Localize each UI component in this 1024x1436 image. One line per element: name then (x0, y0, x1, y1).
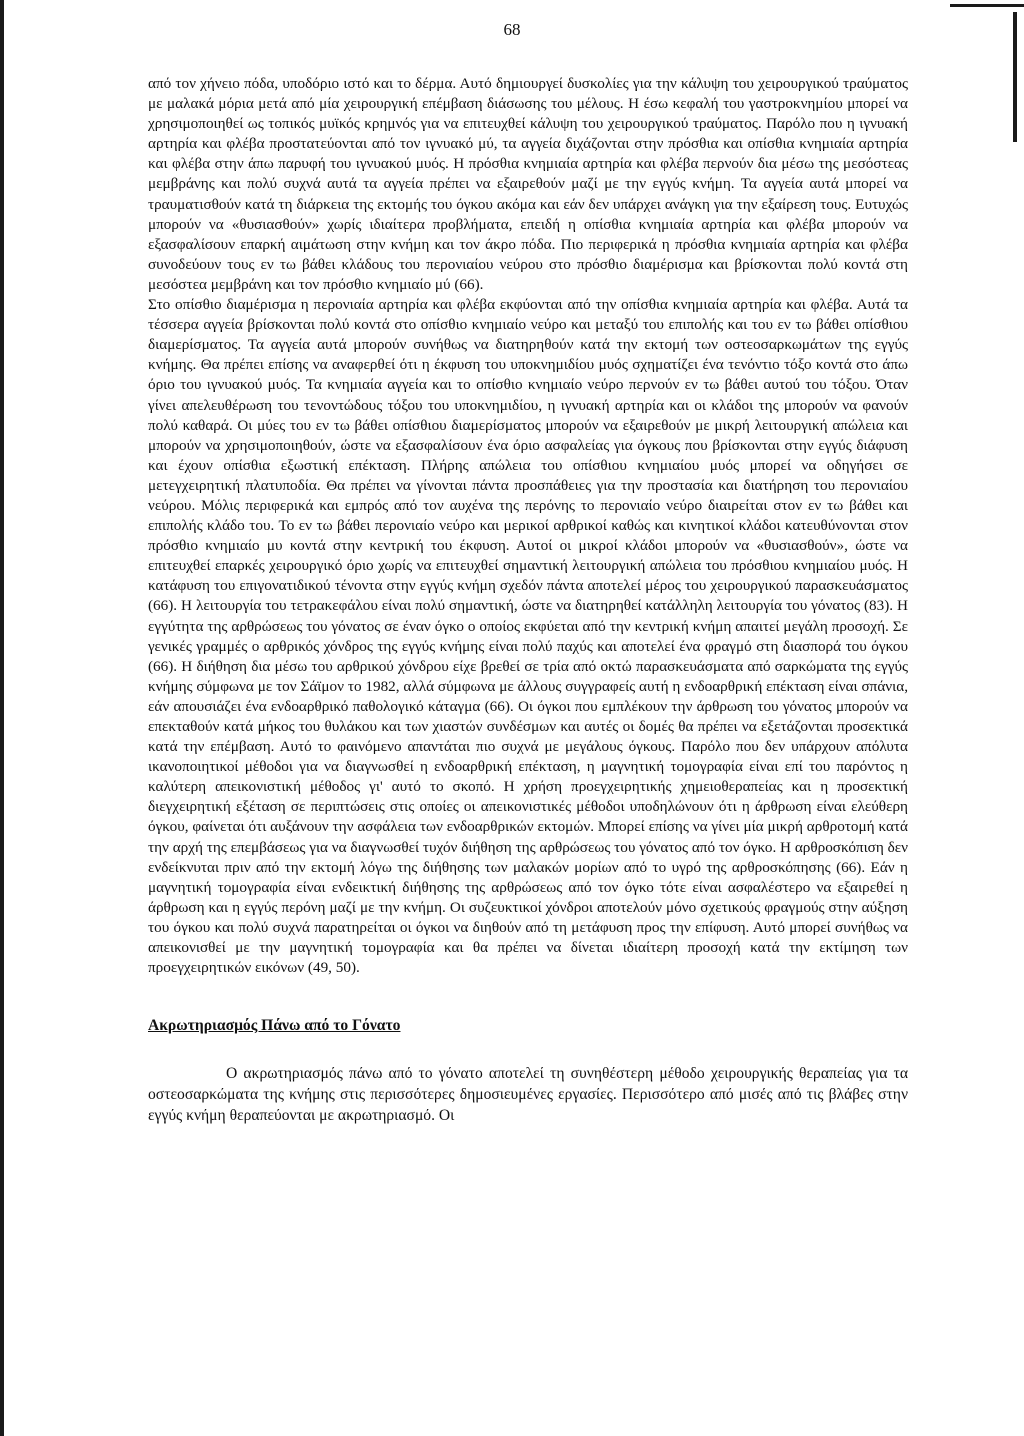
body-paragraph-2: Στο οπίσθιο διαμέρισμα η περονιαία αρτηρία και φλέβα εκφύονται από την οπίσθια κνημιαία αρτηρία και φλέβα. Αυτά τα τέσσερα αγγεία βρίσκονται πολύ κοντά στο οπίσθιο κνημιαίο νεύρο και μεταξύ του επιπολής και του εν τω βάθει οπίσθιου διαμερίσματος. Τα αγγεία αυτά μπορούν συνήθως να διατηρηθούν κατά την εκτομή των οστεοσαρκωμάτων της εγγύς κνήμης. Θα πρέπει επίσης να αναφερθεί ότι η έκφυση του υποκνημιδίου μυός σχηματίζει ένα τενόντιο τόξο κοντά στο άπω όριο του ιγνυακού μυός. Τα κνημιαία αγγεία και το οπίσθιο κνημιαίο νεύρο περνούν εν τω βάθει αυτού του τόξου. Όταν γίνει απελευθέρωση του τενοντώδους τόξου του υποκνημιδίου, η ιγνυακή αρτηρία και οι κλάδοι της μπορούν να φανούν πολύ καθαρά. Οι μύες του εν τω βάθει οπίσθιου διαμερίσματος μπορούν να εξαιρεθούν με μικρή λειτουργική απώλεια και μπορούν να χρησιμοποιηθούν, ώστε να εξασφαλίσουν ένα όριο ασφαλείας για όγκους που βρίσκονται στην εγγύς διάφυση και έχουν οπίσθια εξωστική επέκταση. Πλήρης απώλεια του οπίσθιου κνημιαίου μυός μπορεί να οδηγήσει σε μετεγχειρητική πλατυποδία. Θα πρέπει να γίνονται πάντα προσπάθειες για την προστασία και διατήρηση του περονιαίου νεύρου. Μόλις περιφερικά και εμπρός από τον αυχένα της περόνης το περονιαίο νεύρο διαιρείται στον εν τω βάθει και επιπολής κλάδο του. Το εν τω βάθει περονιαίο νεύρο και μερικοί αρθρικοί καθώς και κινητικοί κλάδοι κατευθύνονται στον πρόσθιο κνημιαίο μυ κοντά στην κεντρική του έκφυση. Αυτοί οι μικροί κλάδοι μπορούν να «θυσιασθούν», ώστε να επιτευχθεί επαρκές χειρουργικό όριο χωρίς να επιτευχθεί σημαντική λειτουργική απώλεια του πρόσθιου κνημιαίου μυός. Η κατάφυση του επιγονατιδικού τένοντα στην εγγύς κνήμη σχεδόν πάντα αποτελεί μέρος του χειρουργικού παρασκευάσματος (66). Η λειτουργία του τετρακεφάλου είναι πολύ σημαντική, ώστε να διατηρηθεί κατάλληλη λειτουργία του γόνατος (83). Η εγγύτητα της αρθρώσεως του γόνατος σε έναν όγκο ο οποίος εκφύεται από την κεντρική κνήμη απαιτεί μεγάλη προσοχή. Σε γενικές γραμμές ο αρθρικός χόνδρος της εγγύς κνήμης είναι πολύ παχύς και αποτελεί ένα φραγμό στη διασπορά του όγκου (66). Η διήθηση δια μέσω του αρθρικού χόνδρου είχε βρεθεί σε τρία από οκτώ παρασκευάσματα από σαρκώματα της εγγύς κνήμης σύμφωνα με τον Σάϊμον το 1982, αλλά σύμφωνα με άλλους συγγραφείς αυτή η ενδοαρθρική επέκταση είναι σπάνια, εάν απουσιάζει ένα ενδοαρθρικό παθολογικό κάταγμα (66). Οι όγκοι που εμπλέκουν την άρθρωση του γόνατος μπορούν να επεκταθούν κατά μήκος του θυλάκου και των χιαστών συνδέσμων και αυτές οι δομές θα πρέπει να εξετάζονται προσεκτικά κατά την επέμβαση. Αυτό το φαινόμενο απαντάται πιο συχνά με μεγάλους όγκους. Παρόλο που δεν υπάρχουν απόλυτα ικανοποιητικοί μέθοδοι για να διαγνωσθεί η ενδοαρθρική επέκταση, η μαγνητική τομογραφία είναι επί του παρόντος η καλύτερη απεικονιστική μέθοδος γι' αυτό το σκοπό. Η χρήση προεγχειρητικής χημειοθεραπείας και η προσεκτική διεγχειρητική εξέταση σε περιπτώσεις στις οποίες οι απεικονιστικές μέθοδοι υποδηλώνουν ότι η άρθρωση είναι ελεύθερη όγκου, φαίνεται ότι αυξάνουν την ασφάλεια των ενδοαρθρικών εκτομών. Μπορεί επίσης να γίνει μία μικρή αρθροτομή κατά την αρχή της επεμβάσεως για να διαγνωσθεί τυχόν διήθηση της αρθρώσεως του γόνατος από τον όγκο. Η αρθροσκόπιση δεν ενδείκνυται πριν από την εκτομή λόγω της διήθησης των μαλακών μορίων από το υγρό της αρθροσκόπησης (66). Εάν η μαγνητική τομογραφία είναι ενδεικτική διήθησης της αρθρώσεως από τον όγκο τότε είναι ασφαλέστερο να εξαιρεθεί η άρθρωση και η εγγύς περόνη μαζί με την κνήμη. Οι συζευκτικοί χόνδροι αποτελούν μόνο σχετικούς φραγμούς στην αύξηση του όγκου και πολύ συχνά παρατηρείται οι όγκοι να διηθούν από τη μετάφυση προς την επίφυση. Αυτό μπορεί συνήθως να απεικονισθεί με την μαγνητική τομογραφία και θα πρέπει να δίνεται ιδιαίτερη προσοχή κατά την εκτίμηση των προεγχειρητικών εικόνων (49, 50). (148, 296, 908, 977)
scan-border-top (950, 4, 1024, 7)
document-body (148, 74, 908, 1126)
scan-border-left (0, 0, 4, 1436)
section-heading: Ακρωτηριασμός Πάνω από το Γόνατο (148, 1017, 401, 1035)
page-number: 68 (503, 20, 521, 39)
section-paragraph: Ο ακρωτηριασμός πάνω από το γόνατο αποτελεί τη συνηθέστερη μέθοδο χειρουργικής θεραπείας για τα οστεοσαρκώματα της κνήμης στις περισσότερες δημοσιευμένες εργασίες. Περισσότερο από μισές από τις βλάβες στην εγγύς κνήμη θεραπεύονται με ακρωτηριασμό. Οι (148, 1065, 908, 1125)
body-paragraph-1: από τον χήνειο πόδα, υποδόριο ιστό και το δέρμα. Αυτό δημιουργεί δυσκολίες για την κάλυψη του χειρουργικού τραύματος με μαλακά μόρια μετά από μία χειρουργική επέμβαση διάσωσης του μέλους. Η έσω κεφαλή του γαστροκνημίου μπορεί να χρησιμοποιηθεί ως τοπικός μυϊκός κρημνός για να επιτευχθεί κάλυψη του χειρουργικού τραύματος. Παρόλο που η ιγνυακή αρτηρία και φλέβα προστατεύονται από τον ιγνυακό μύ, τα αγγεία διχάζονται στην πρόσθια και οπίσθια κνημιαία αρτηρία και φλέβα στην άπω παρυφή του ιγνυακού μυός. Η πρόσθια κνημιαία αρτηρία και φλέβα περνούν δια μέσω της μεσόστεας μεμβράνης και πολύ συχνά αυτά τα αγγεία πρέπει να εξαιρεθούν μαζί με την εγγύς κνήμη. Τα αγγεία αυτά μπορεί να τραυματισθούν κατά τη διάρκεια της εκτομής του όγκου ακόμα και εάν δεν υπάρχει ανάγκη για την εξαίρεση τους. Ευτυχώς μπορούν να «θυσιασθούν» χωρίς ιδιαίτερα προβλήματα, επειδή η οπίσθια κνημιαία αρτηρία και φλέβα μπορούν να εξασφαλίσουν επαρκή αιμάτωση στην κνήμη και τον άκρο πόδα. Πιο περιφερικά η πρόσθια κνημιαία αρτηρία και φλέβα συνοδεύουν τους εν τω βάθει κλάδους του περονιαίου νεύρου στο πρόσθιο διαμέρισμα και βρίσκονται πολύ κοντά στη μεσόστεα μεμβράνη και τον πρόσθιο κνημιαίο μύ (66). (148, 75, 908, 293)
